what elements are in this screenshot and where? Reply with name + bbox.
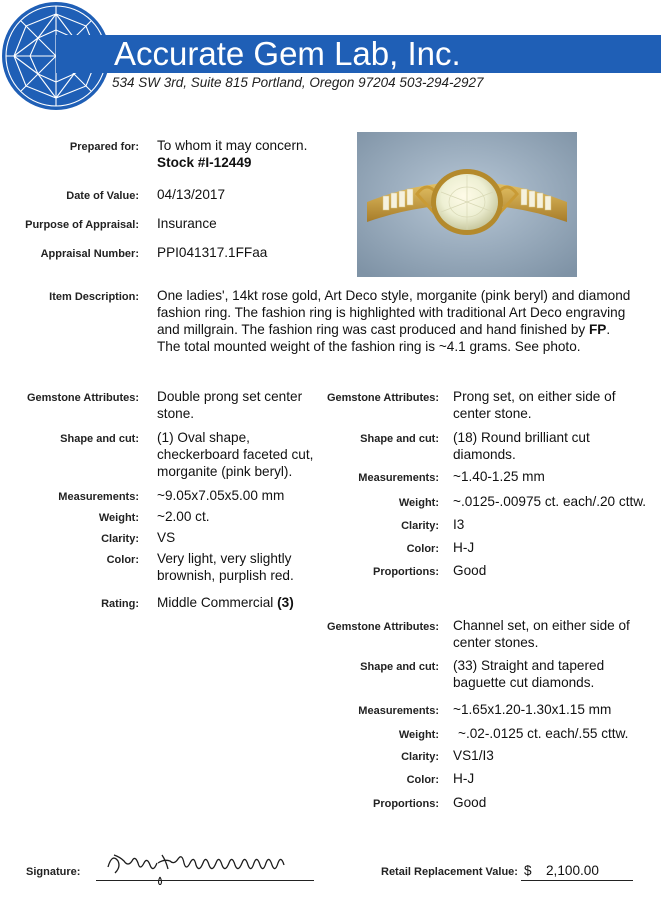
round-weight-value: ~.0125-.00975 ct. each/.20 cttw. [453, 494, 647, 509]
item-description-text: One ladies', 14kt rose gold, Art Deco style, morganite (pink beryl) and diamond fashion ring. The fashion ring is highlighted with traditional Art Deco engraving and millgrain. The fashion ring was cast produced and hand finished by [157, 288, 631, 337]
item-description-label: Item Description: [49, 291, 139, 303]
baguette-shape-label: Shape and cut: [360, 661, 439, 673]
item-description [157, 287, 637, 355]
center-clarity-value: VS [157, 530, 176, 545]
baguette-color-label: Color: [406, 774, 439, 786]
maker-initials: FP [589, 322, 607, 337]
retail-value-label: Retail Replacement Value: [381, 866, 518, 878]
rating-text: Middle Commercial [157, 595, 278, 610]
baguette-shape-value: (33) Straight and tapered baguette cut diamonds. [453, 658, 605, 690]
round-shape-label: Shape and cut: [360, 433, 439, 445]
baguette-weight-value: ~.02-.0125 ct. each/.55 cttw. [458, 726, 629, 741]
date-of-value: 04/13/2017 [157, 187, 226, 202]
round-proportions-label: Proportions: [373, 566, 439, 578]
ring-photo [357, 132, 577, 277]
round-clarity-value: I3 [453, 517, 465, 532]
purpose-label: Purpose of Appraisal: [25, 219, 139, 231]
center-attributes-value: Double prong set center stone. [157, 389, 303, 421]
round-measurements-value: ~1.40-1.25 mm [453, 469, 545, 484]
baguette-proportions-label: Proportions: [373, 798, 439, 810]
center-weight-value: ~2.00 ct. [157, 509, 210, 524]
baguette-clarity-label: Clarity: [401, 751, 439, 763]
signature-label: Signature: [26, 866, 81, 878]
center-clarity-label: Clarity: [101, 533, 139, 545]
baguette-proportions-value: Good [453, 795, 487, 810]
round-attributes-label: Gemstone Attributes: [326, 392, 439, 404]
retail-value-line [521, 880, 633, 881]
appraisal-number: PPI041317.1FFaa [157, 245, 268, 260]
stock-number: Stock #I-12449 [157, 155, 252, 170]
rating-value [157, 594, 294, 611]
prepared-for-label: Prepared for: [69, 141, 139, 153]
round-clarity-label: Clarity: [401, 520, 439, 532]
baguette-attributes-label: Gemstone Attributes: [326, 621, 439, 633]
appraisal-number-label: Appraisal Number: [40, 248, 139, 260]
center-shape-value: (1) Oval shape, checkerboard faceted cut, morganite (pink beryl). [157, 430, 314, 479]
rating-grade: (3) [277, 595, 294, 610]
signature-line [96, 880, 314, 881]
retail-value: 2,100.00 [546, 863, 599, 878]
center-measurements-label: Measurements: [58, 491, 139, 503]
round-attributes-value: Prong set, on either side of center stone. [453, 389, 616, 421]
company-name: Accurate Gem Lab, Inc. [114, 35, 461, 72]
item-description-text-end: . The total mounted weight of the fashion ring is ~4.1 grams. See photo. [157, 322, 611, 354]
baguette-color-value: H-J [453, 771, 475, 786]
center-weight-label: Weight: [98, 512, 139, 524]
baguette-clarity-value: VS1/I3 [453, 748, 494, 763]
currency-symbol: $ [524, 863, 532, 878]
date-of-value-label: Date of Value: [66, 190, 139, 202]
round-weight-label: Weight: [398, 497, 439, 509]
center-attributes-label: Gemstone Attributes: [26, 392, 139, 404]
round-color-value: H-J [453, 540, 475, 555]
center-color-label: Color: [106, 554, 139, 566]
round-color-label: Color: [406, 543, 439, 555]
prepared-for-value: To whom it may concern. [157, 138, 308, 153]
baguette-measurements-label: Measurements: [358, 705, 439, 717]
baguette-attributes-value: Channel set, on either side of center stones. [453, 618, 630, 650]
center-measurements-value: ~9.05x7.05x5.00 mm [157, 488, 285, 503]
company-address: 534 SW 3rd, Suite 815 Portland, Oregon 97204 503-294-2927 [112, 75, 484, 90]
center-shape-label: Shape and cut: [60, 433, 139, 445]
purpose-value: Insurance [157, 216, 217, 231]
round-shape-value: (18) Round brilliant cut diamonds. [453, 430, 590, 462]
signature-image [100, 845, 315, 885]
round-proportions-value: Good [453, 563, 487, 578]
baguette-measurements-value: ~1.65x1.20-1.30x1.15 mm [453, 702, 612, 717]
center-color-value: Very light, very slightly brownish, purplish red. [157, 551, 294, 583]
rating-label: Rating: [101, 598, 139, 610]
round-measurements-label: Measurements: [358, 472, 439, 484]
baguette-weight-label: Weight: [398, 729, 439, 741]
